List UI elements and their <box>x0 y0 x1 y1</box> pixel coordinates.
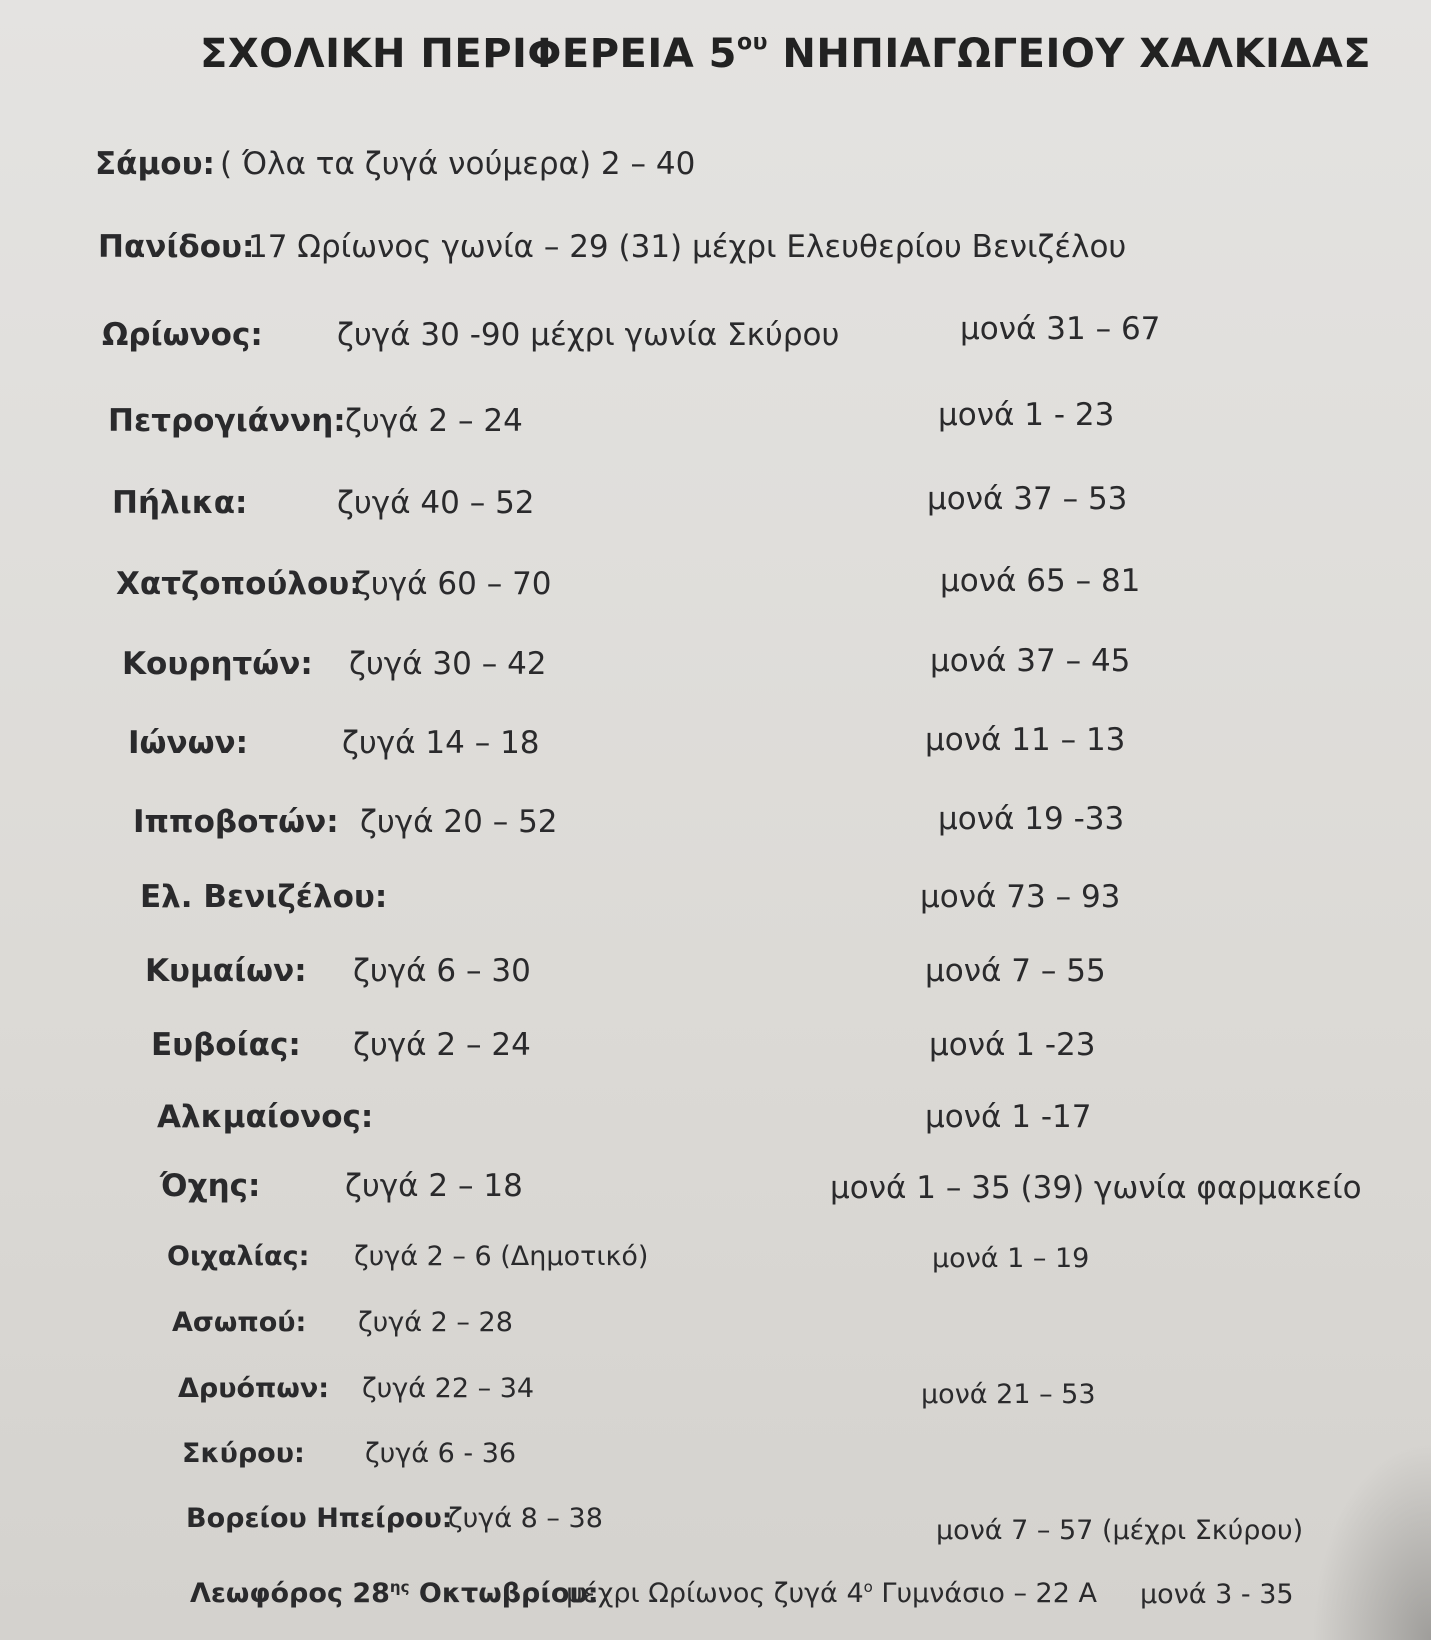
even-range: ζυγά 6 - 36 <box>365 1438 517 1469</box>
street-name <box>190 1568 599 1613</box>
odd-range: μονά 21 – 53 <box>921 1379 1096 1410</box>
corner-shadow <box>1311 1440 1431 1640</box>
odd-range: μονά 65 – 81 <box>940 563 1141 599</box>
title-main: ΣΧΟΛΙΚΗ ΠΕΡΙΦΕΡΕΙΑ 5 <box>200 31 737 77</box>
even-range: ζυγά 30 -90 μέχρι γωνία Σκύρου <box>337 317 840 353</box>
even-range: ζυγά 20 – 52 <box>360 804 558 840</box>
even-range: ζυγά 30 – 42 <box>349 646 547 682</box>
odd-range: μονά 19 -33 <box>938 801 1125 837</box>
even-range: ζυγά 2 – 28 <box>358 1307 513 1338</box>
even-range: ζυγά 8 – 38 <box>448 1503 603 1534</box>
street-name: Βορείου Ηπείρου: <box>186 1503 453 1534</box>
street-name: Οιχαλίας: <box>167 1241 310 1272</box>
odd-range: μονά 11 – 13 <box>925 722 1126 758</box>
even-range: ζυγά 2 – 6 (Δημοτικό) <box>354 1241 649 1272</box>
even-range: ζυγά 6 – 30 <box>353 953 531 989</box>
street-name: Κουρητών: <box>122 646 313 682</box>
odd-range: μονά 7 – 57 (μέχρι Σκύρου) <box>936 1515 1304 1546</box>
even-superscript: ο <box>863 1578 873 1596</box>
even-range: ζυγά 60 – 70 <box>354 566 552 602</box>
title-rest: ΝΗΠΙΑΓΩΓΕΙΟΥ ΧΑΛΚΙΔΑΣ <box>767 31 1372 77</box>
street-name: Ελ. Βενιζέλου: <box>140 879 388 915</box>
street-name-part: Λεωφόρος 28 <box>190 1578 390 1609</box>
street-name: Αλκμαίονος: <box>157 1099 374 1135</box>
street-name: Σάμου: <box>95 146 215 182</box>
street-name: Χατζοπούλου: <box>116 566 362 602</box>
street-name: Πανίδου: <box>98 229 255 265</box>
street-name: Δρυόπων: <box>178 1373 330 1404</box>
street-name: Πήλικα: <box>112 485 248 521</box>
even-range: ζυγά 2 – 24 <box>353 1027 531 1063</box>
odd-range: μονά 3 - 35 <box>1140 1579 1294 1610</box>
street-name: Ιπποβοτών: <box>133 804 339 840</box>
even-range: 17 Ωρίωνος γωνία – 29 (31) μέχρι Ελευθερίου Βενιζέλου <box>248 229 1127 265</box>
odd-range: μονά 1 - 23 <box>938 397 1115 433</box>
odd-range: μονά 37 – 45 <box>930 643 1131 679</box>
street-superscript: ης <box>389 1578 410 1596</box>
even-range: ( Όλα τα ζυγά νούμερα) 2 – 40 <box>220 146 696 182</box>
even-range: ζυγά 22 – 34 <box>362 1373 535 1404</box>
page-title <box>200 30 1371 77</box>
even-range: ζυγά 40 – 52 <box>337 485 535 521</box>
title-superscript: ου <box>736 30 768 55</box>
street-name-part: Οκτωβρίου: <box>409 1578 599 1609</box>
street-name: Σκύρου: <box>182 1438 305 1469</box>
odd-range: μονά 31 – 67 <box>960 311 1161 347</box>
odd-range: μονά 1 – 19 <box>932 1243 1090 1274</box>
odd-range: μονά 7 – 55 <box>925 953 1106 989</box>
odd-range: μονά 73 – 93 <box>920 879 1121 915</box>
even-range: ζυγά 2 – 24 <box>345 403 523 439</box>
street-name: Ωρίωνος: <box>102 317 263 353</box>
even-range <box>566 1568 1097 1613</box>
street-name: Ιώνων: <box>128 725 249 761</box>
even-range-part: μέχρι Ωρίωνος ζυγά 4 <box>566 1578 864 1609</box>
street-name: Ασωπού: <box>172 1307 307 1338</box>
odd-range: μονά 37 – 53 <box>927 481 1128 517</box>
even-range: ζυγά 2 – 18 <box>345 1168 523 1204</box>
odd-range: μονά 1 – 35 (39) γωνία φαρμακείο <box>830 1170 1362 1206</box>
street-name: Πετρογιάννη: <box>108 403 346 439</box>
even-range-part: Γυμνάσιο – 22 Α <box>872 1578 1097 1609</box>
street-name: Κυμαίων: <box>145 953 307 989</box>
street-name: Όχης: <box>160 1168 261 1204</box>
odd-range: μονά 1 -17 <box>925 1099 1092 1135</box>
street-name: Ευβοίας: <box>151 1027 301 1063</box>
even-range: ζυγά 14 – 18 <box>342 725 540 761</box>
odd-range: μονά 1 -23 <box>929 1027 1096 1063</box>
